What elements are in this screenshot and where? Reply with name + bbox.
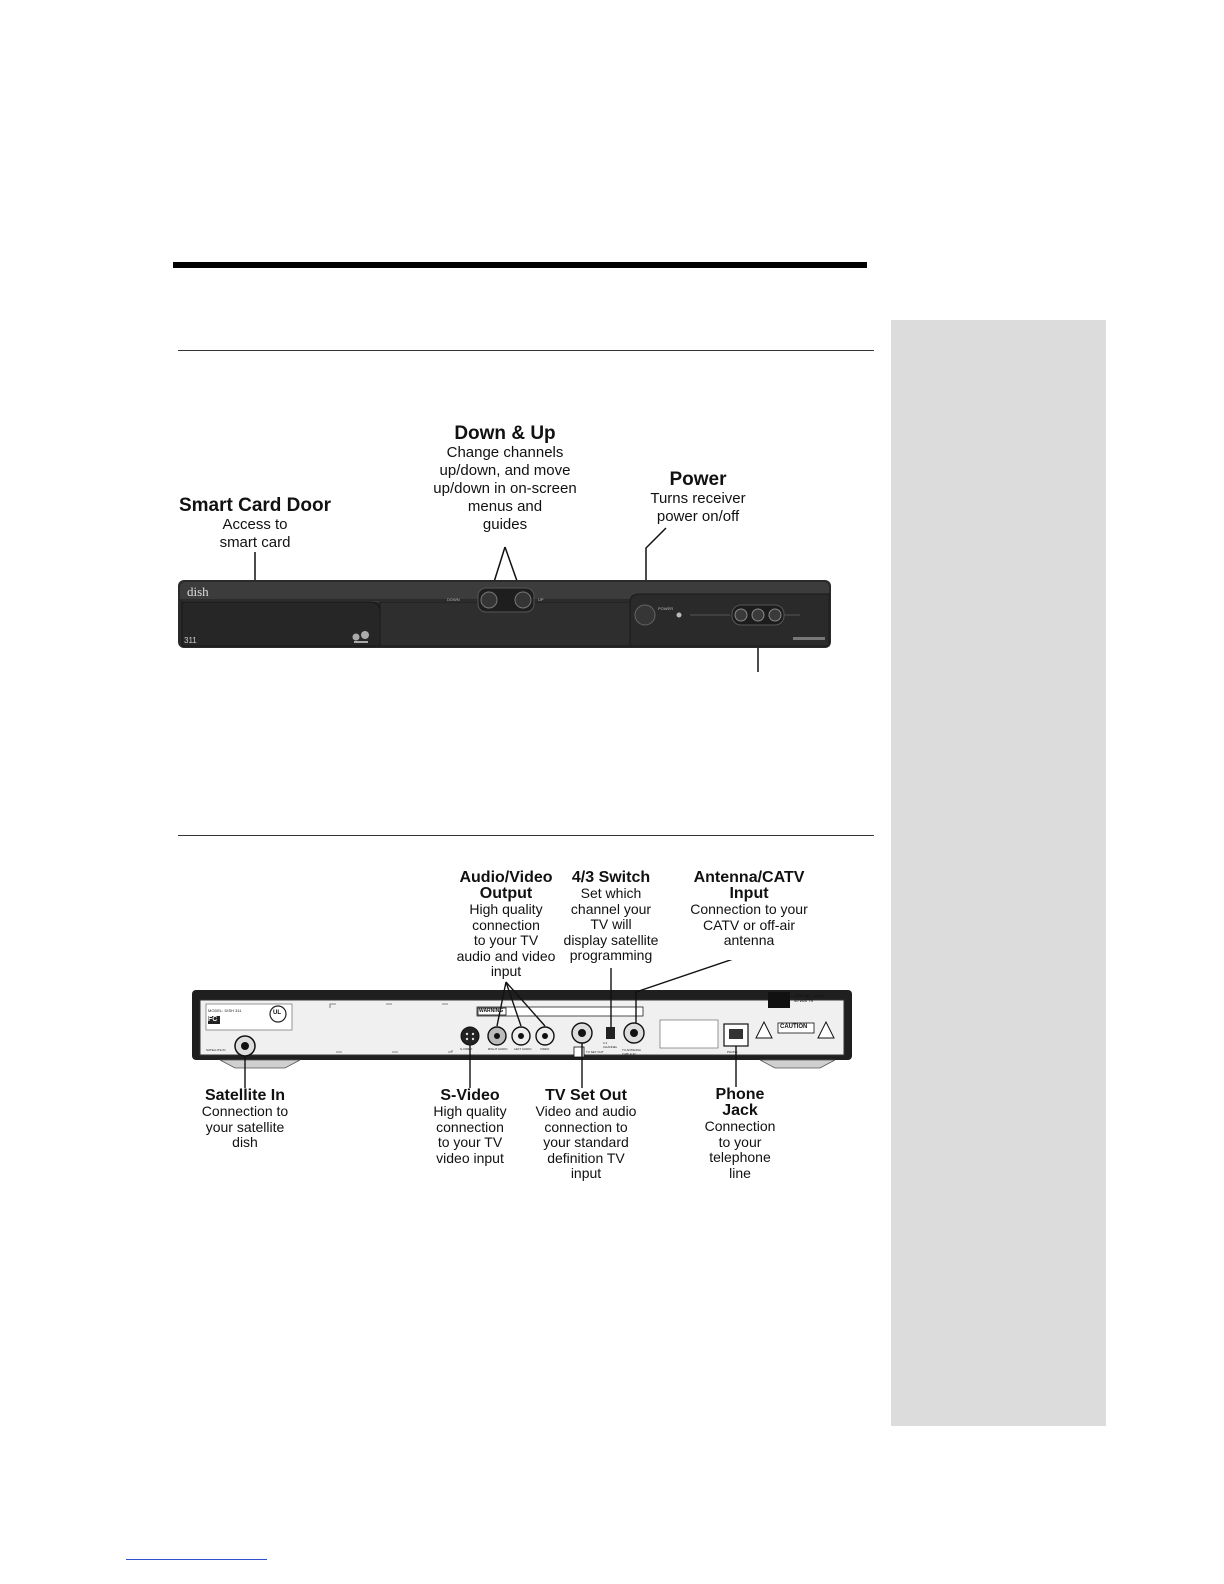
phone-jack-title: Phone Jack	[715, 1086, 765, 1119]
left-audio-port-label: LEFT AUDIO	[514, 1047, 532, 1051]
power-led	[677, 613, 682, 618]
switch-43-desc: Set which channel your TV will display satellite programming	[563, 885, 659, 963]
power-button	[635, 605, 655, 625]
switch-43-title: 4/3 Switch	[571, 869, 651, 886]
power-label: POWER	[658, 606, 674, 611]
right-audio-port-label: RIGHT AUDIO	[488, 1047, 508, 1051]
phone-port-label: PHONE	[727, 1050, 738, 1054]
svideo-port-label: S-VIDEO	[460, 1047, 473, 1051]
power-rating-label: 120V AC ~ 60Hz 40 WATTS	[794, 993, 824, 1003]
front-model-number: 311	[184, 636, 197, 645]
antenna-catv-callout	[674, 870, 824, 949]
satellite-port-label: SATELLITE IN	[206, 1048, 226, 1052]
channel-switch	[606, 1027, 615, 1039]
back-panel-diagram	[0, 960, 1224, 1100]
tv-set-out-desc: Video and audio connection to your standard definition TV input	[535, 1103, 637, 1181]
front-button-2	[752, 609, 764, 621]
power-desc: Turns receiver power on/off	[650, 490, 746, 525]
video-port-label: VIDEO	[540, 1047, 550, 1051]
tv-out-port-label: TV SET OUT	[586, 1050, 604, 1054]
section-rule-back	[178, 835, 874, 836]
satellite-in-desc: Connection to your satellite dish	[201, 1103, 289, 1150]
smart-card-door-desc: Access to smart card	[219, 516, 291, 551]
antenna-catv-desc: Connection to your CATV or off-air antenna	[690, 901, 808, 948]
satellite-in-title: Satellite In	[204, 1087, 286, 1104]
s-video-desc: High quality connection to your TV video input	[433, 1103, 507, 1166]
warning-label: WARNING	[479, 1008, 504, 1014]
smart-card-door-title: Smart Card Door	[178, 495, 332, 516]
antenna-catv-title: Antenna/CATV Input	[693, 869, 805, 902]
phone-jack-desc: Connection to your telephone line	[704, 1118, 776, 1181]
down-label: DOWN	[447, 597, 460, 602]
switch-43-callout	[551, 870, 671, 964]
front-panel-diagram	[0, 0, 1224, 700]
front-brand-logo: dish	[187, 584, 209, 599]
power-title: Power	[669, 469, 727, 490]
front-button-1	[735, 609, 747, 621]
down-button	[481, 592, 497, 608]
power-cord-inlet	[768, 992, 790, 1008]
channel-switch-label: 3 4 CHANNEL	[603, 1041, 618, 1049]
down-up-desc: Change channels up/down, and move up/down in on-screen menus and guides	[433, 444, 577, 533]
av-output-desc: High quality connection to your TV audio and video input	[456, 901, 556, 979]
tv-set-out-title: TV Set Out	[545, 1087, 627, 1104]
up-button	[515, 592, 531, 608]
s-video-title: S-Video	[440, 1087, 500, 1104]
s-video-connector	[461, 1027, 479, 1045]
antenna-port-label: TV ANTENNA CABLE IN	[622, 1048, 641, 1056]
front-receiver-body	[178, 580, 831, 648]
tv-set-out-callout	[524, 1088, 648, 1182]
back-model-label: MODEL: DISH 311	[208, 1008, 242, 1013]
back-receiver-body	[192, 990, 852, 1068]
caution-label: CAUTION	[780, 1024, 808, 1030]
up-label: UP	[538, 597, 544, 602]
phone-jack-callout	[690, 1087, 790, 1181]
ul-mark: UL	[273, 1010, 281, 1016]
front-button-3	[769, 609, 781, 621]
footer-link-line	[126, 1559, 267, 1560]
av-output-title: Audio/Video Output	[459, 869, 553, 902]
down-up-title: Down & Up	[454, 423, 556, 444]
fc-mark: FC	[208, 1016, 218, 1023]
